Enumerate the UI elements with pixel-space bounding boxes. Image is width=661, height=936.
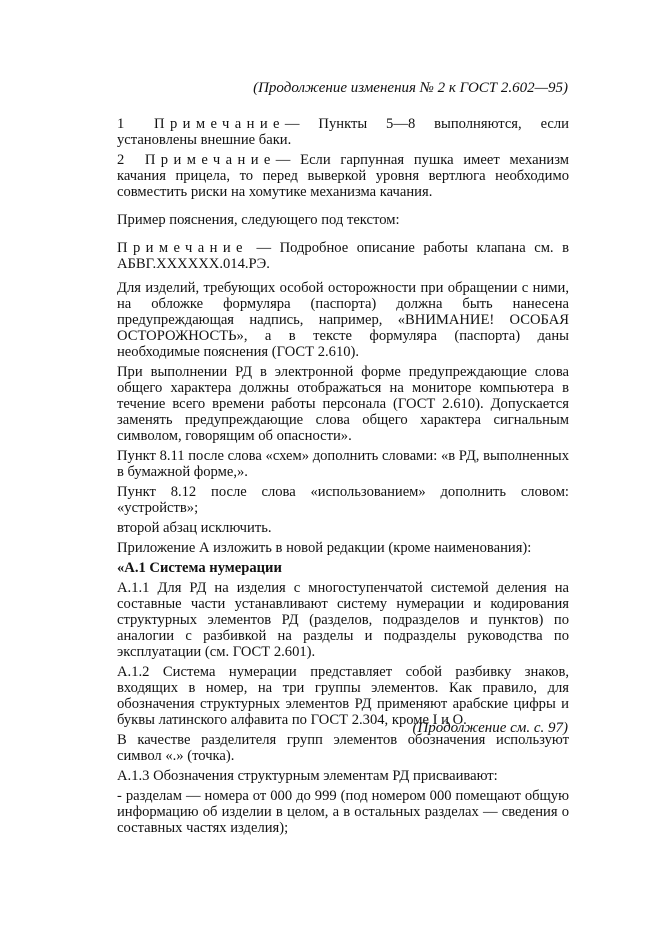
list-item-sections: - разделам — номера от 000 до 999 (под номером 000 помещают общую информацию об изделии в целом, а в остальных разделах — сведения о составных частях изделия); bbox=[117, 788, 569, 836]
page-header: (Продолжение изменения № 2 к ГОСТ 2.602—95) bbox=[253, 80, 568, 96]
example-note-text: — Подробное описание работы клапана см. в АБВГ.XXXXXX.014.РЭ. bbox=[117, 240, 569, 272]
example-intro: Пример пояснения, следующего под текстом: bbox=[117, 212, 400, 228]
note-2 bbox=[117, 152, 569, 200]
paragraph-electronic-form: При выполнении РД в электронной форме предупреждающие слова общего характера должны отображаться на мониторе компьютера в течение всего времени работы персонала (ГОСТ 2.610). Допускается заменять предупреждающие слова общего характера сигнальным символом, говорящим об опасности». bbox=[117, 364, 569, 444]
paragraph-exclude: второй абзац исключить. bbox=[117, 520, 272, 536]
paragraph-a-1-2: А.1.2 Система нумерации представляет собой разбивку знаков, входящих в номер, на три группы элементов. Как правило, для обозначения структурных элементов РД применяют арабские цифры и буквы латинского алфавита по ГОСТ 2.304, кроме I и O. bbox=[117, 664, 569, 728]
page-footer: (Продолжение см. с. 97) bbox=[412, 720, 568, 736]
note-1 bbox=[117, 116, 569, 148]
paragraph-a-1-1: А.1.1 Для РД на изделия с многоступенчатой системой деления на составные части устанавливают систему нумерации и кодирования структурных элементов РД (разделов, подразделов и пунктов) по аналогии с разбивкой на разделы и подразделы руководства по эксплуатации (см. ГОСТ 2.601). bbox=[117, 580, 569, 660]
paragraph-8-11: Пункт 8.11 после слова «схем» дополнить словами: «в РД, выполненных в бумажной форме,». bbox=[117, 448, 569, 480]
note-1-text: — Пункты 5—8 выполняются, если установлены внешние баки. bbox=[117, 116, 569, 148]
paragraph-appendix-a: Приложение А изложить в новой редакции (кроме наименования): bbox=[117, 540, 532, 556]
note-2-label: 2 Примечание bbox=[117, 152, 276, 168]
paragraph-a-1-3: А.1.3 Обозначения структурным элементам РД присваивают: bbox=[117, 768, 498, 784]
example-note bbox=[117, 240, 569, 272]
section-heading-a1: «А.1 Система нумерации bbox=[117, 560, 282, 576]
paragraph-8-12: Пункт 8.12 после слова «использованием» дополнить словом: «устройств»; bbox=[117, 484, 569, 516]
example-note-label: Примечание bbox=[117, 240, 248, 256]
note-2-text: — Если гарпунная пушка имеет механизм качания прицела, то перед выверкой уровня вертлюга необходимо совместить риски на хомутике механизма качания. bbox=[117, 152, 569, 200]
paragraph-separator: В качестве разделителя групп элементов обозначения используют символ «.» (точка). bbox=[117, 732, 569, 764]
note-1-label: 1 Примечание bbox=[117, 116, 285, 132]
paragraph-warning-label: Для изделий, требующих особой осторожности при обращении с ними, на обложке формуляра (паспорта) должна быть нанесена предупреждающая надпись, например, «ВНИМАНИЕ! ОСОБАЯ ОСТОРОЖНОСТЬ», а в тексте формуляра (паспорта) даны необходимые пояснения (ГОСТ 2.610). bbox=[117, 280, 569, 360]
